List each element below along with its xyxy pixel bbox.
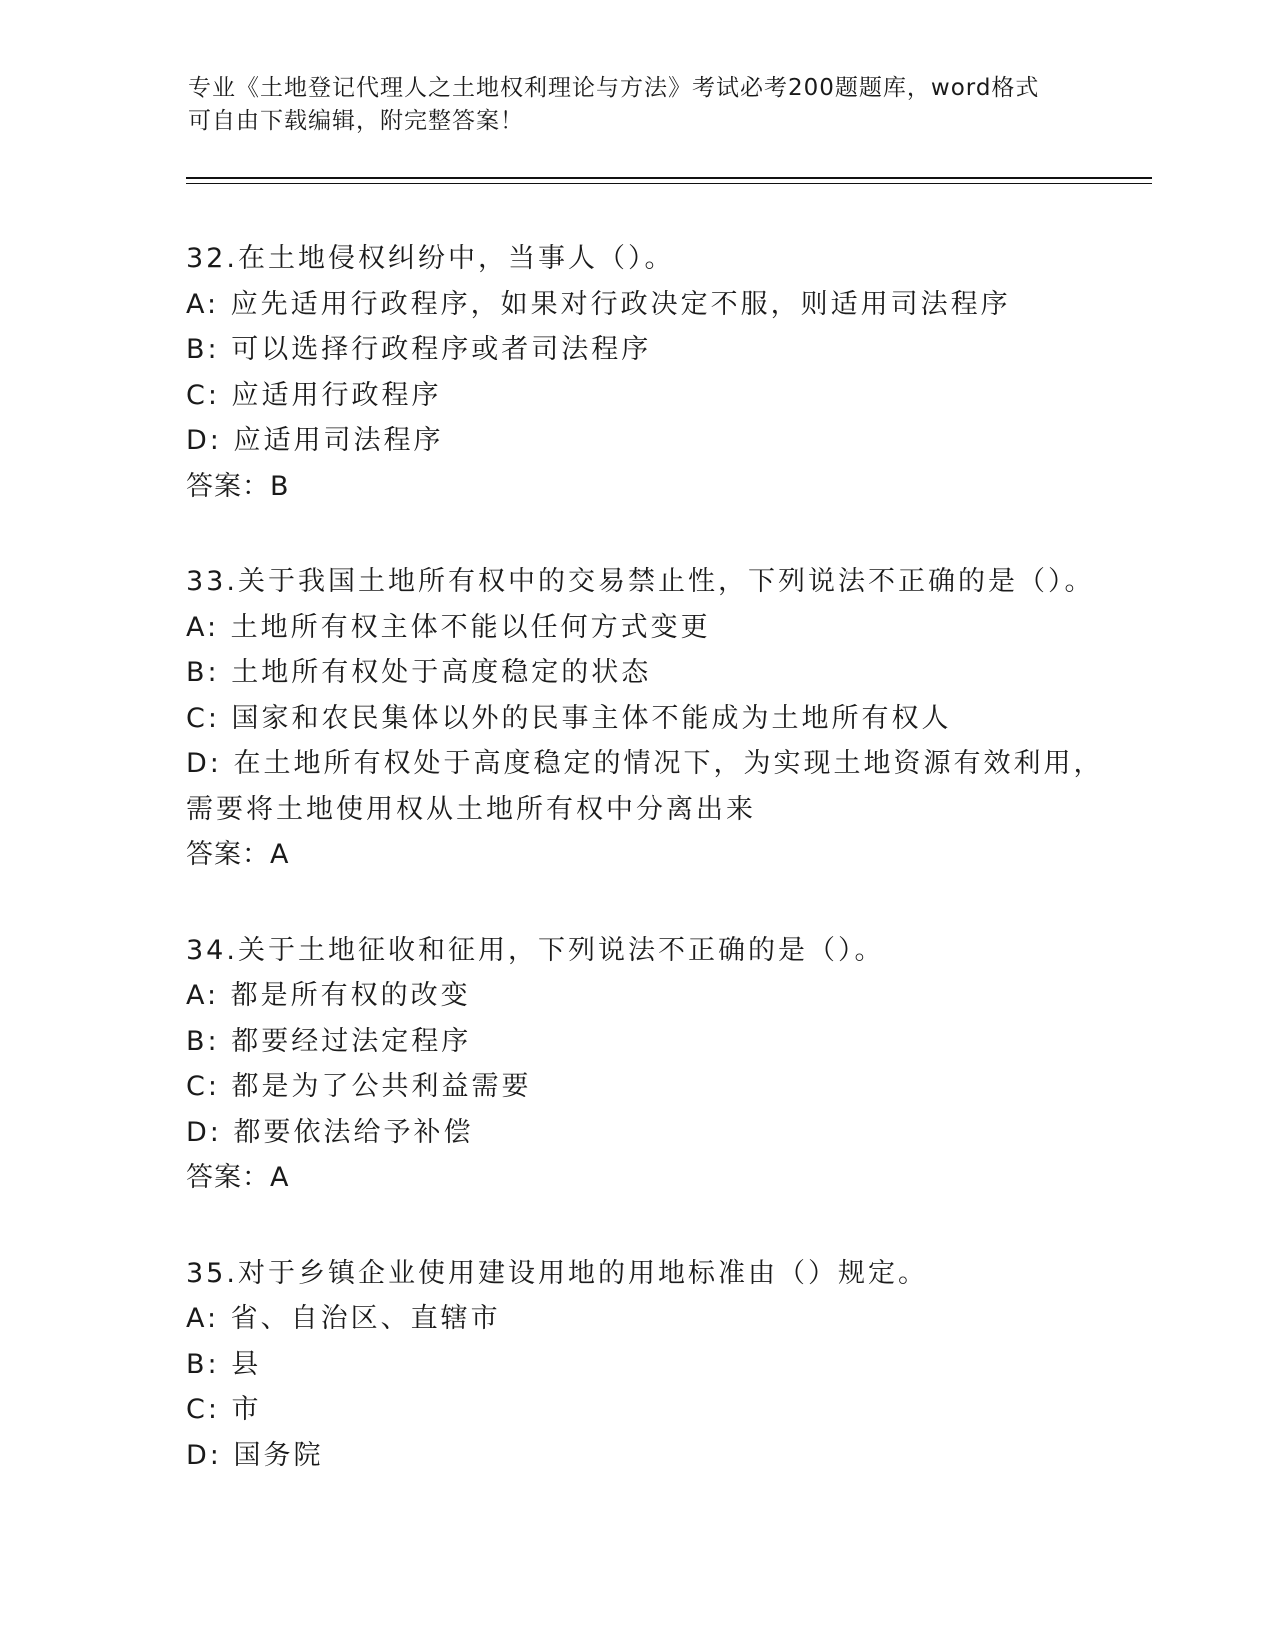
- option-c: C: 都是为了公共利益需要: [186, 1071, 532, 1102]
- option-b: B: 县: [186, 1348, 262, 1380]
- header-rule-thick: [186, 177, 1152, 179]
- option-c: C: 应适用行政程序: [186, 379, 442, 411]
- header-line-2: 可自由下载编辑，附完整答案！: [188, 108, 524, 134]
- document-header: [188, 72, 1068, 138]
- question-34: [186, 928, 1086, 1201]
- option-d-continued: 需要将土地使用权从土地所有权中分离出来: [186, 793, 756, 825]
- option-d: D: 应适用司法程序: [186, 425, 444, 456]
- question-32: [186, 236, 1086, 509]
- option-d: D: 国务院: [186, 1439, 324, 1471]
- question-stem: 35.对于乡镇企业使用建设用地的用地标准由（）规定。: [186, 1257, 928, 1289]
- header-rule-thin: [186, 183, 1152, 184]
- answer-line: 答案：A: [186, 839, 290, 870]
- option-a: A: 省、自治区、直辖市: [186, 1303, 501, 1334]
- option-b: B: 土地所有权处于高度稳定的状态: [186, 657, 652, 688]
- answer-line: 答案：A: [186, 1162, 290, 1193]
- option-d: D: 都要依法给予补偿: [186, 1116, 474, 1148]
- option-a: A: 土地所有权主体不能以任何方式变更: [186, 611, 711, 643]
- option-a: A: 都是所有权的改变: [186, 980, 471, 1011]
- question-33: [186, 559, 1104, 878]
- option-a: A: 应先适用行政程序，如果对行政决定不服，则适用司法程序: [186, 288, 1011, 320]
- question-stem: 32.在土地侵权纠纷中，当事人（）。: [186, 243, 675, 274]
- option-b: B: 都要经过法定程序: [186, 1025, 472, 1057]
- option-d: D: 在土地所有权处于高度稳定的情况下，为实现土地资源有效利用，: [186, 748, 1104, 779]
- question-stem: 34.关于土地征收和征用，下列说法不正确的是（）。: [186, 934, 885, 966]
- question-35: [186, 1251, 1086, 1479]
- option-b: B: 可以选择行政程序或者司法程序: [186, 334, 652, 365]
- question-list: [186, 236, 1104, 1528]
- header-line-1: 专业《土地登记代理人之土地权利理论与方法》考试必考200题题库，word格式: [188, 75, 1040, 101]
- question-stem: 33.关于我国土地所有权中的交易禁止性，下列说法不正确的是（）。: [186, 566, 1095, 597]
- answer-line: 答案：B: [186, 470, 290, 502]
- option-c: C: 国家和农民集体以外的民事主体不能成为土地所有权人: [186, 702, 952, 734]
- option-c: C: 市: [186, 1394, 262, 1425]
